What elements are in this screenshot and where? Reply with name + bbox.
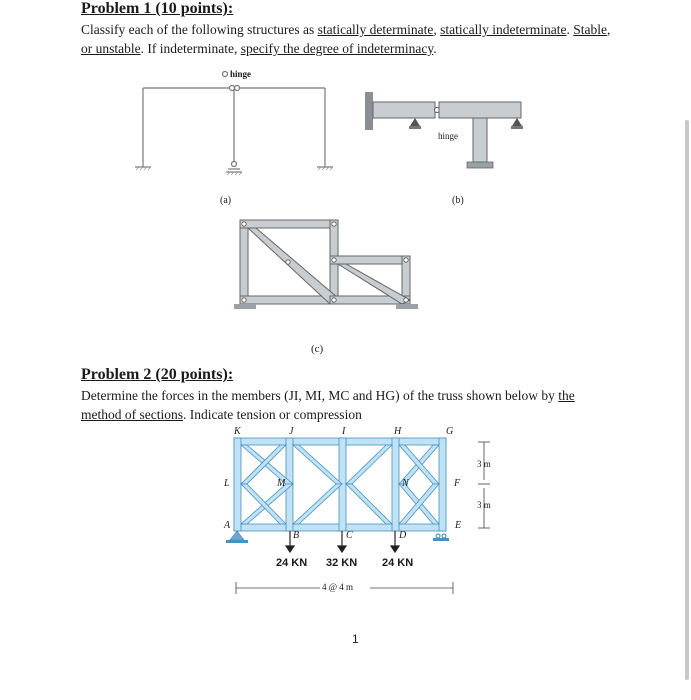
span-label: 4 @ 4 m: [322, 582, 354, 592]
figure-c-linkage: [228, 212, 428, 322]
p2-text-end: . Indicate tension or compression: [182, 407, 362, 422]
p2-method-the: the: [558, 388, 575, 403]
figure-b-hinge-label: hinge: [438, 131, 458, 141]
node-j: J: [289, 426, 294, 437]
instr-sep: .: [566, 22, 574, 37]
node-g: G: [446, 426, 454, 437]
term-statically-determinate: statically determinate: [317, 22, 434, 37]
instr-sep: ,: [433, 22, 441, 37]
figure-a-frame: [120, 62, 350, 202]
node-e: E: [455, 520, 462, 531]
instr-text: . If indeterminate,: [140, 41, 241, 56]
instr-sep: ,: [606, 22, 611, 37]
figure-a-caption: (a): [220, 195, 232, 206]
problem1-instructions: [81, 20, 651, 58]
term-stable: Stable: [573, 22, 607, 37]
term-unstable: or unstable: [81, 41, 141, 56]
node-a: A: [224, 520, 231, 531]
problem2-heading: Problem 2 (20 points):: [81, 366, 234, 383]
instr-end: .: [433, 41, 437, 56]
truss-diagram: [222, 428, 502, 558]
node-d: D: [399, 530, 407, 541]
p2-text: Determine the forces in the members (JI, MI, MC and HG) of the truss shown below by: [81, 388, 559, 403]
figure-c-caption: (c): [311, 343, 324, 355]
p2-method-of-sections: method of sections: [81, 407, 183, 422]
term-statically-indeterminate: statically indeterminate: [440, 22, 567, 37]
node-i: I: [342, 426, 346, 437]
node-l: L: [224, 478, 230, 489]
node-h: H: [394, 426, 402, 437]
figure-b-caption: (b): [452, 195, 464, 206]
vertical-scrollbar[interactable]: [685, 120, 689, 680]
dim-upper-3m: 3 m: [477, 459, 491, 469]
node-n: N: [402, 478, 409, 489]
node-f: F: [454, 478, 461, 489]
figure-a-hinge-label: hinge: [230, 69, 252, 79]
problem2-instructions: [81, 386, 641, 424]
node-k: K: [234, 426, 241, 437]
load-d: 24 KN: [382, 557, 414, 569]
page-number: 1: [352, 632, 359, 646]
instr-text: Classify each of the following structures as: [81, 22, 318, 37]
problem1-heading: Problem 1 (10 points):: [81, 0, 234, 17]
node-c: C: [346, 530, 353, 541]
load-c: 32 KN: [326, 557, 358, 569]
load-b: 24 KN: [276, 557, 308, 569]
node-b: B: [293, 530, 300, 541]
dim-lower-3m: 3 m: [477, 500, 491, 510]
term-specify-degree: specify the degree of indeterminacy: [240, 41, 434, 56]
node-m: M: [277, 478, 286, 489]
